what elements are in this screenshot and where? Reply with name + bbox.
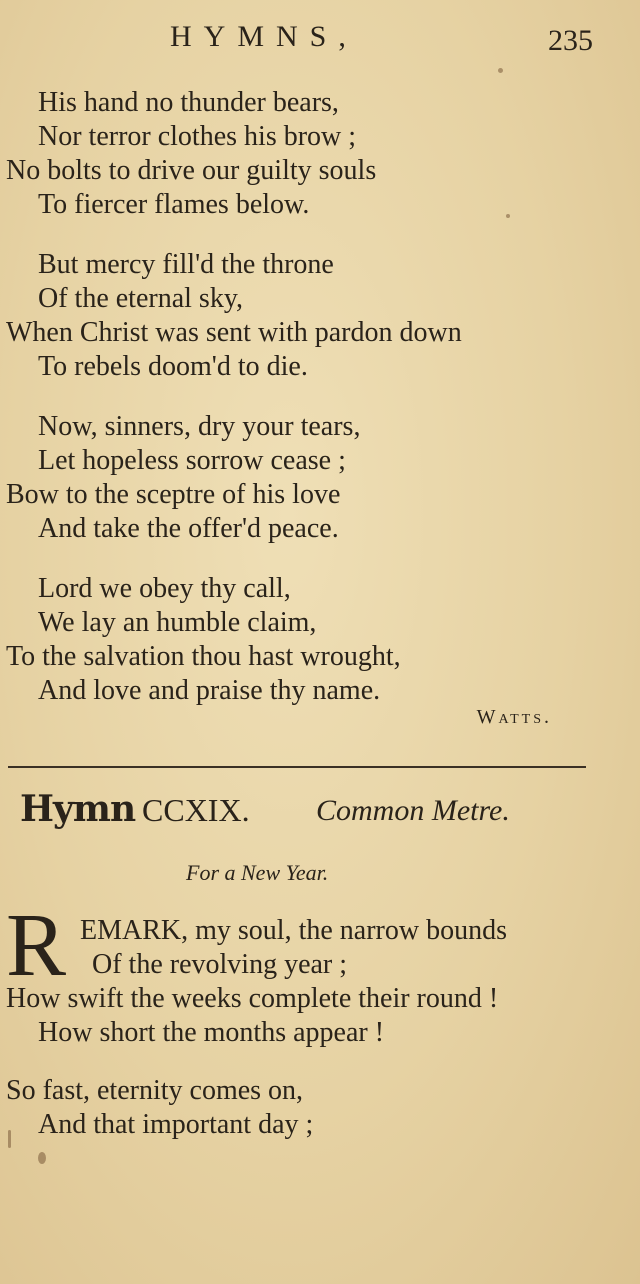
- hymn-heading: [20, 788, 620, 838]
- verse-line: When Christ was sent with pardon down: [6, 317, 462, 348]
- verse-line: Lord we obey thy call,: [38, 573, 291, 604]
- verse-line: Now, sinners, dry your tears,: [38, 411, 361, 442]
- hymn-occasion: For a New Year.: [186, 860, 329, 885]
- verse-line: His hand no thunder bears,: [38, 87, 339, 118]
- verse-line: Bow to the sceptre of his love: [6, 479, 341, 510]
- ink-spot: [8, 1130, 11, 1148]
- verse-line: To the salvation thou hast wrought,: [6, 641, 401, 672]
- ink-spot: [498, 68, 503, 73]
- hymn-label: Hymn: [20, 788, 136, 830]
- verse-line: How short the months appear !: [38, 1017, 385, 1048]
- page-number: 235: [548, 24, 593, 57]
- running-head: [0, 20, 640, 60]
- verse-line: Of the eternal sky,: [38, 283, 243, 314]
- verse-line: Of the revolving year ;: [92, 949, 348, 980]
- verse-line: And love and praise thy name.: [38, 675, 381, 706]
- verse-line: And that important day ;: [38, 1109, 314, 1140]
- section-divider: [8, 766, 586, 768]
- verse-line: Let hopeless sorrow cease ;: [38, 445, 346, 476]
- verse-line: To fiercer flames below.: [38, 189, 310, 220]
- verse-line: To rebels doom'd to die.: [38, 351, 308, 382]
- ink-spot: [506, 214, 510, 218]
- verse-line: How swift the weeks complete their round !: [6, 983, 499, 1014]
- verse-line: And take the offer'd peace.: [38, 513, 339, 544]
- verse-line: So fast, eternity comes on,: [6, 1075, 304, 1106]
- drop-cap: R: [6, 896, 67, 995]
- verse-line: We lay an humble claim,: [38, 607, 317, 638]
- author-attribution: Watts.: [476, 706, 552, 728]
- verse-line: No bolts to drive our guilty souls: [6, 155, 377, 186]
- verse-line: Nor terror clothes his brow ;: [38, 121, 357, 152]
- running-title: HYMNS,: [170, 20, 358, 53]
- hymn-metre: Common Metre.: [316, 794, 510, 827]
- verse-line: But mercy fill'd the throne: [38, 249, 334, 280]
- hymn-number: CCXIX.: [142, 792, 250, 828]
- ink-spot: [38, 1152, 46, 1164]
- verse-line: EMARK, my soul, the narrow bounds: [80, 915, 507, 946]
